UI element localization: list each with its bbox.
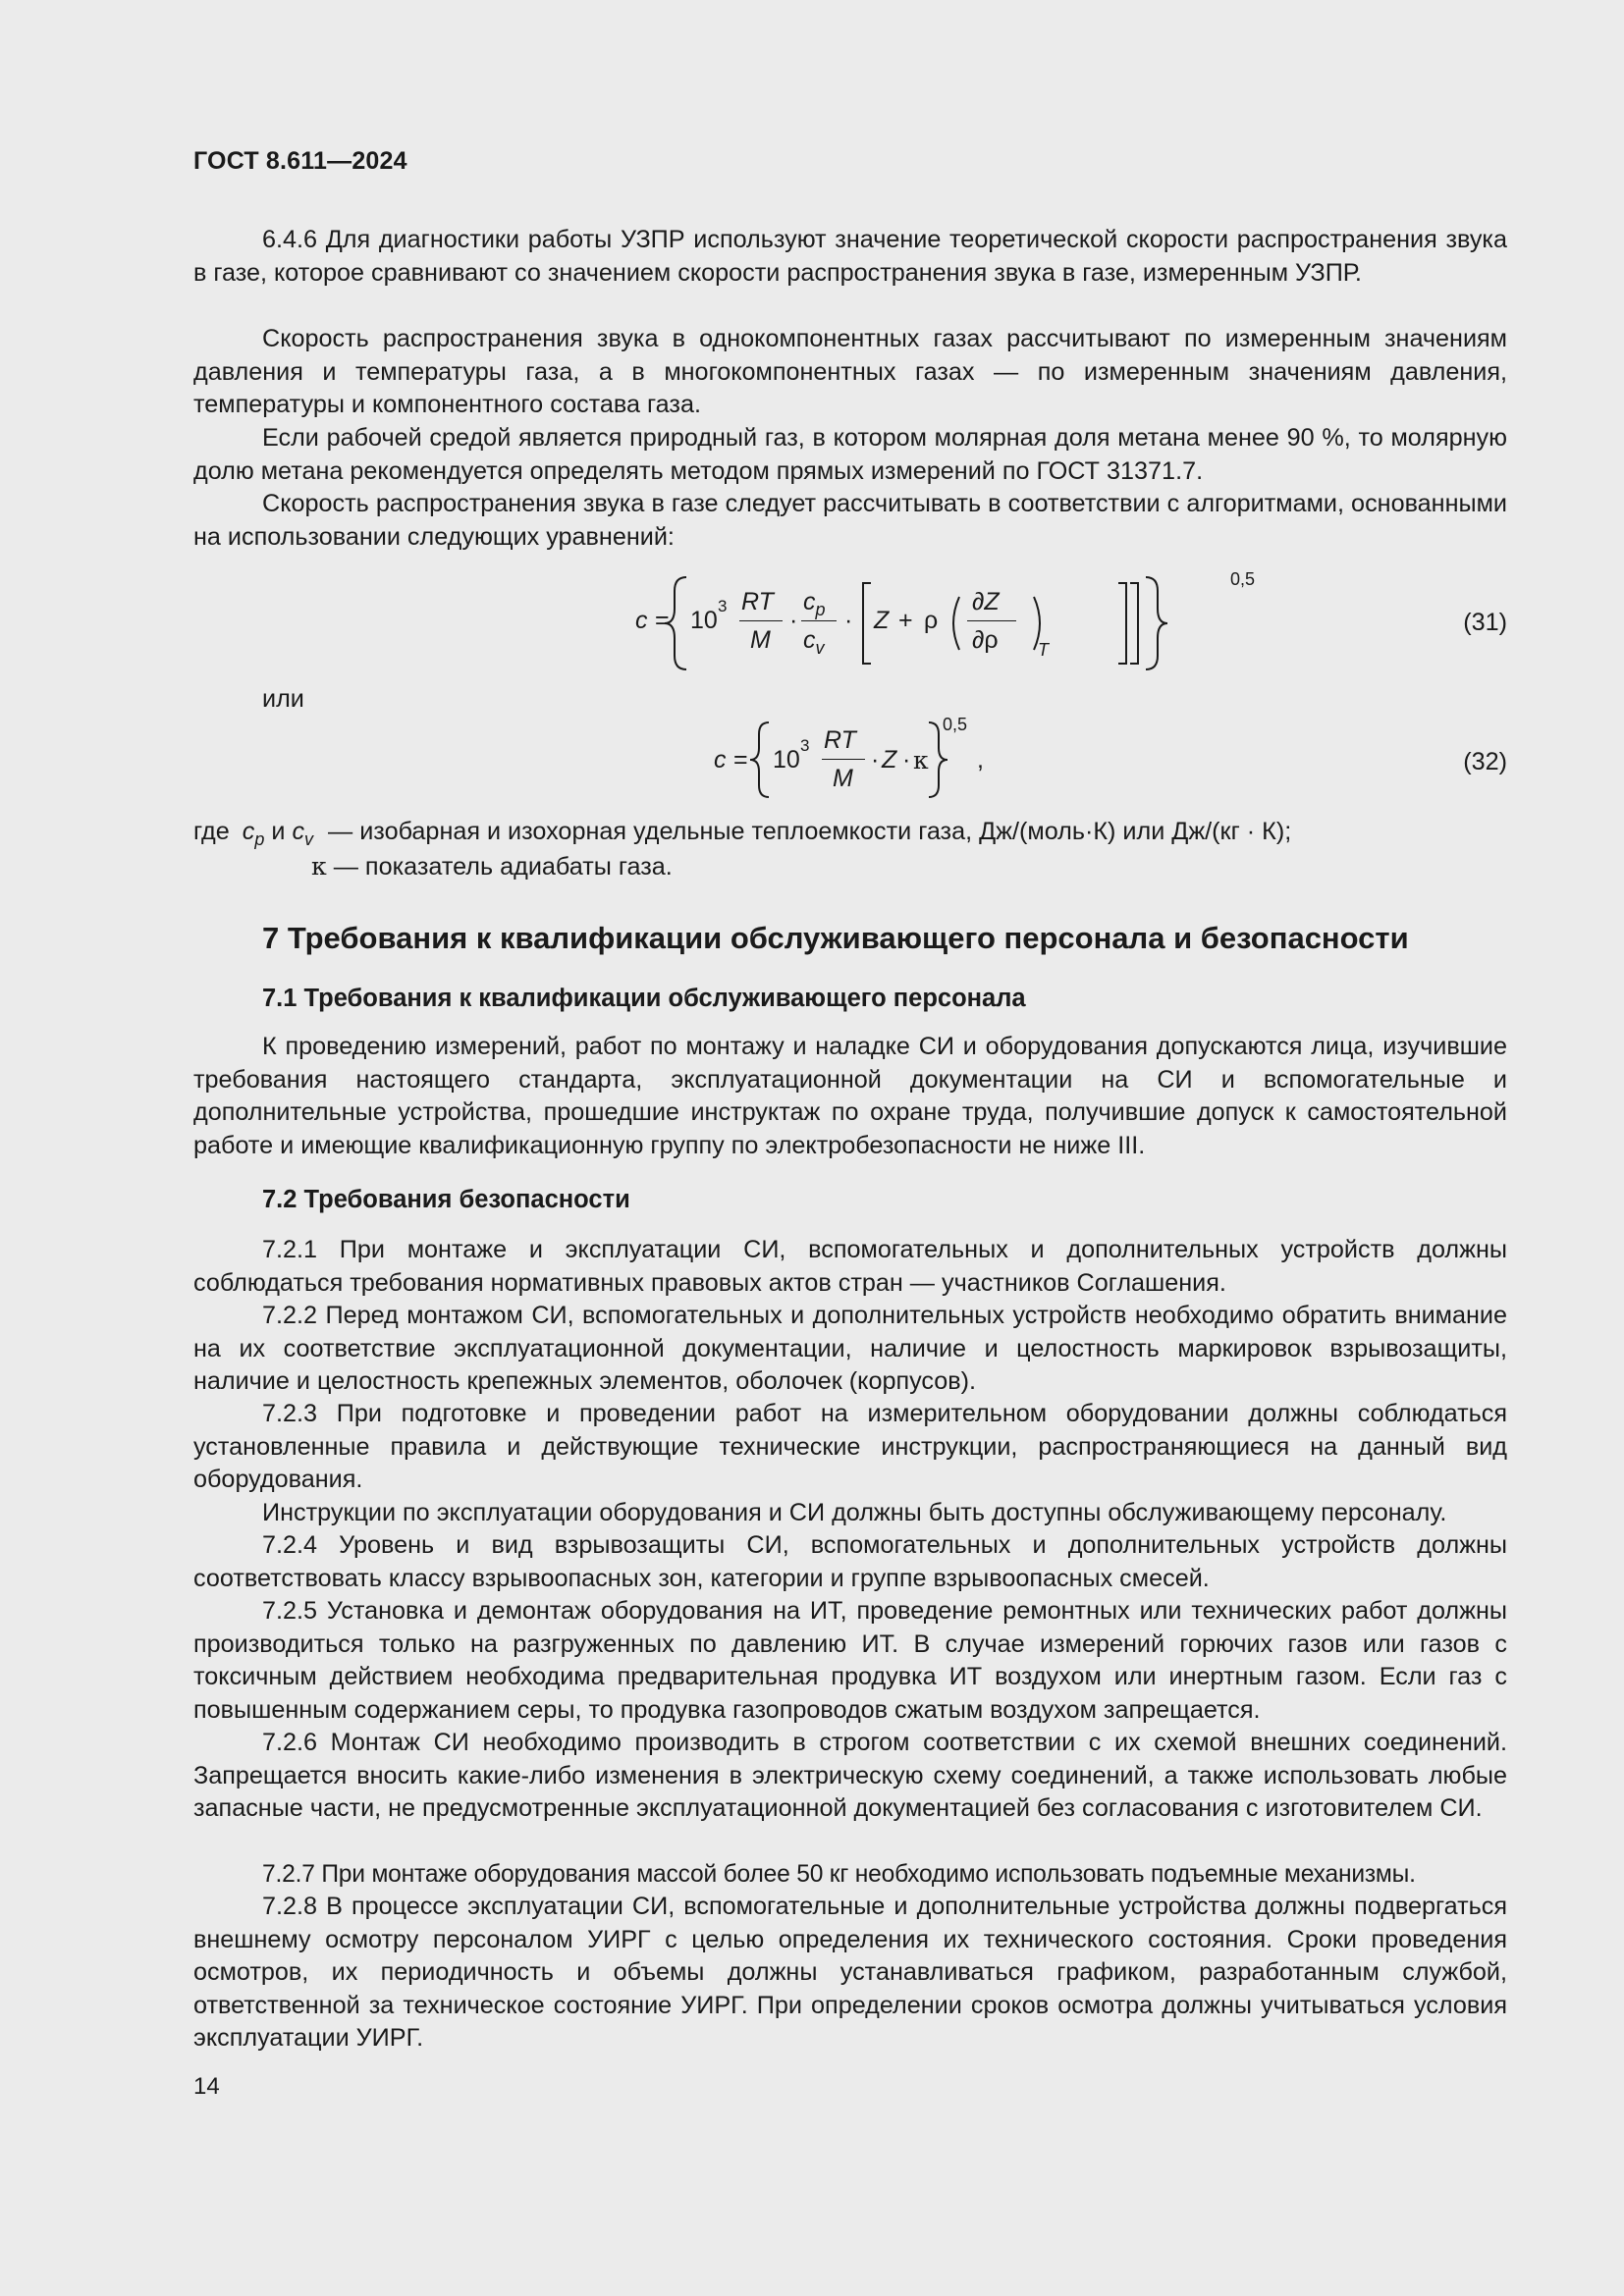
cv-sub: v (304, 829, 314, 849)
running-head: ГОСТ 8.611—2024 (193, 147, 407, 175)
fraction-bar (822, 759, 865, 760)
exponent-05: 0,5 (1230, 569, 1256, 589)
paragraph-7-2-2: 7.2.2 Перед монтажом СИ, вспомогательных и дополнительных устройств необходимо обратить внимание на их соответствие эксплуатационной документации, наличие и целостность маркировок взрывозащиты, наличие и целостность крепежных элементов, оболочек (корпусов). (193, 1302, 1507, 1396)
paragraph: Скорость распространения звука в однокомпонентных газах рассчитывают по измеренным значениям давления и температуры газа, а в многокомпонентных газах — по измеренным значениям давления, температуры и компонентного состава газа. (193, 325, 1507, 419)
kappa: κ (913, 746, 929, 774)
ten: 10 (690, 607, 718, 634)
page-number: 14 (193, 2073, 220, 2100)
equals-sign: = (733, 746, 748, 774)
equation-32 (714, 715, 1185, 805)
rt-numerator: RT (741, 588, 774, 615)
var-c: c (714, 746, 727, 774)
kappa-description: — показатель адиабаты газа. (333, 853, 673, 881)
where-definition-cp-cv (193, 818, 1291, 850)
fraction-bar (967, 620, 1016, 621)
and-word: и (271, 818, 286, 845)
trailing-comma: , (977, 746, 984, 774)
kappa: κ (311, 852, 327, 881)
paragraph-7-2-1: 7.2.1 При монтаже и эксплуатации СИ, вспомогательных и дополнительных устройств должны соблюдаться требования нормативных правовых актов стран — участников Соглашения. (193, 1236, 1507, 1297)
drho: ∂ρ (972, 626, 999, 654)
paragraph-7-2-6: 7.2.6 Монтаж СИ необходимо производить в строгом соответствии с их схемой внешних соединений. Запрещается вносить какие-либо изменения в электрическую схему соединений, а также использовать любые запасные части, не предусмотренные эксплуатационной документацией без согласования с изготовителем СИ. (193, 1729, 1507, 1823)
equals-sign: = (655, 607, 670, 634)
fraction-bar (801, 620, 837, 621)
cp-sub: p (254, 829, 265, 849)
equation-31-brackets (635, 569, 1264, 677)
section-7-heading: 7 Требования к квалификации обслуживающего персонала и безопасности (262, 921, 1409, 955)
m-denominator: M (833, 765, 853, 792)
cv-var: c (803, 626, 816, 654)
rt-numerator: RT (824, 726, 856, 754)
section-7-1-heading: 7.1 Требования к квалификации обслуживающего персонала (262, 985, 1026, 1012)
var-z: Z (882, 746, 897, 774)
paragraph: Скорость распространения звука в газе следует рассчитывать в соответствии с алгоритмами, основанными на использовании следующих уравнений: (193, 490, 1507, 551)
exponent-05: 0,5 (943, 715, 968, 734)
paragraph-7-2-5: 7.2.5 Установка и демонтаж оборудования на ИТ, проведение ремонтных или технических работ должны производиться только на разгруженных по давлению ИТ. В случае измерений горючих газов или газов с токсичным действием необходима предварительная продувка ИТ воздухом или инертным газом. Если газ с повышенным содержанием серы, то продувка газопроводов сжатым воздухом запрещается. (193, 1597, 1507, 1724)
equation-number-31: (31) (1463, 609, 1507, 636)
equation-31 (635, 569, 1264, 677)
dot-operator: · (844, 607, 853, 634)
var-z: Z (874, 607, 890, 634)
exponent-3: 3 (800, 736, 810, 755)
exponent-3: 3 (718, 597, 728, 615)
fraction-bar (739, 620, 783, 621)
paragraph-7-2-3-instructions: Инструкции по эксплуатации оборудования и СИ должны быть доступны обслуживающему персоналу. (262, 1499, 1447, 1526)
ten: 10 (773, 746, 800, 774)
m-denominator: M (750, 626, 771, 654)
section-7-2-heading: 7.2 Требования безопасности (262, 1186, 630, 1213)
cp-var: c (803, 588, 816, 615)
cp-cv-description: — изобарная и изохорная удельные теплоемкости газа, Дж/(моль·К) или Дж/(кг · К); (328, 818, 1292, 845)
rho: ρ (924, 607, 939, 634)
cv-var: c (292, 818, 305, 845)
paragraph-7-2-3: 7.2.3 При подготовке и проведении работ на измерительном оборудовании должны соблюдаться установленные правила и действующие технические инструкции, распространяющиеся на данный вид оборудования. (193, 1400, 1507, 1494)
paragraph: Если рабочей средой является природный газ, в котором молярная доля метана менее 90 %, то молярную долю метана рекомендуется определять методом прямых измерений по ГОСТ 31371.7. (193, 424, 1507, 485)
cv-sub: v (815, 638, 825, 658)
cp-sub: p (815, 600, 826, 619)
dot-operator: · (789, 607, 798, 634)
var-c: c (635, 607, 648, 634)
dot-operator: · (871, 746, 880, 774)
paragraph-7-1: К проведению измерений, работ по монтажу и наладке СИ и оборудования допускаются лица, изучившие требования настоящего стандарта, эксплуатационной документации на СИ и вспомогательные и дополнительные устройства, прошедшие инструктаж по охране труда, получившие допуск к самостоятельной работе и имеющие квалификационную группу по электробезопасности не ниже III. (193, 1033, 1507, 1159)
dz: ∂Z (972, 588, 1000, 615)
where-lead: где (193, 818, 230, 845)
dot-operator: · (902, 746, 911, 774)
where-definition-kappa (311, 852, 673, 881)
paragraph-7-2-4: 7.2.4 Уровень и вид взрывозащиты СИ, вспомогательных и дополнительных устройств должны соответствовать классу взрывоопасных зон, категории и группе взрывоопасных смесей. (193, 1531, 1507, 1592)
plus-sign: + (898, 607, 913, 634)
paragraph-7-2-8: 7.2.8 В процессе эксплуатации СИ, вспомогательные и дополнительные устройства должны подвергаться внешнему осмотру персоналом УИРГ с целью определения их технического состояния. Сроки проведения осмотров, их периодичность и объемы должны устанавливаться графиком, разработанным службой, ответственной за техническое состояние УИРГ. При определении сроков осмотра должны учитываться условия эксплуатации УИРГ. (193, 1893, 1507, 2053)
subscript-t: T (1038, 640, 1049, 660)
or-word: или (262, 685, 304, 713)
paragraph-6-4-6: 6.4.6 Для диагностики работы УЗПР используют значение теоретической скорости распространения звука в газе, которое сравнивают со значением скорости распространения звука в газе, измеренным УЗПР. (193, 226, 1507, 287)
cp-var: c (242, 818, 255, 845)
paragraph-7-2-7: 7.2.7 При монтаже оборудования массой более 50 кг необходимо использовать подъемные механизмы. (262, 1861, 1416, 1888)
equation-number-32: (32) (1463, 748, 1507, 775)
